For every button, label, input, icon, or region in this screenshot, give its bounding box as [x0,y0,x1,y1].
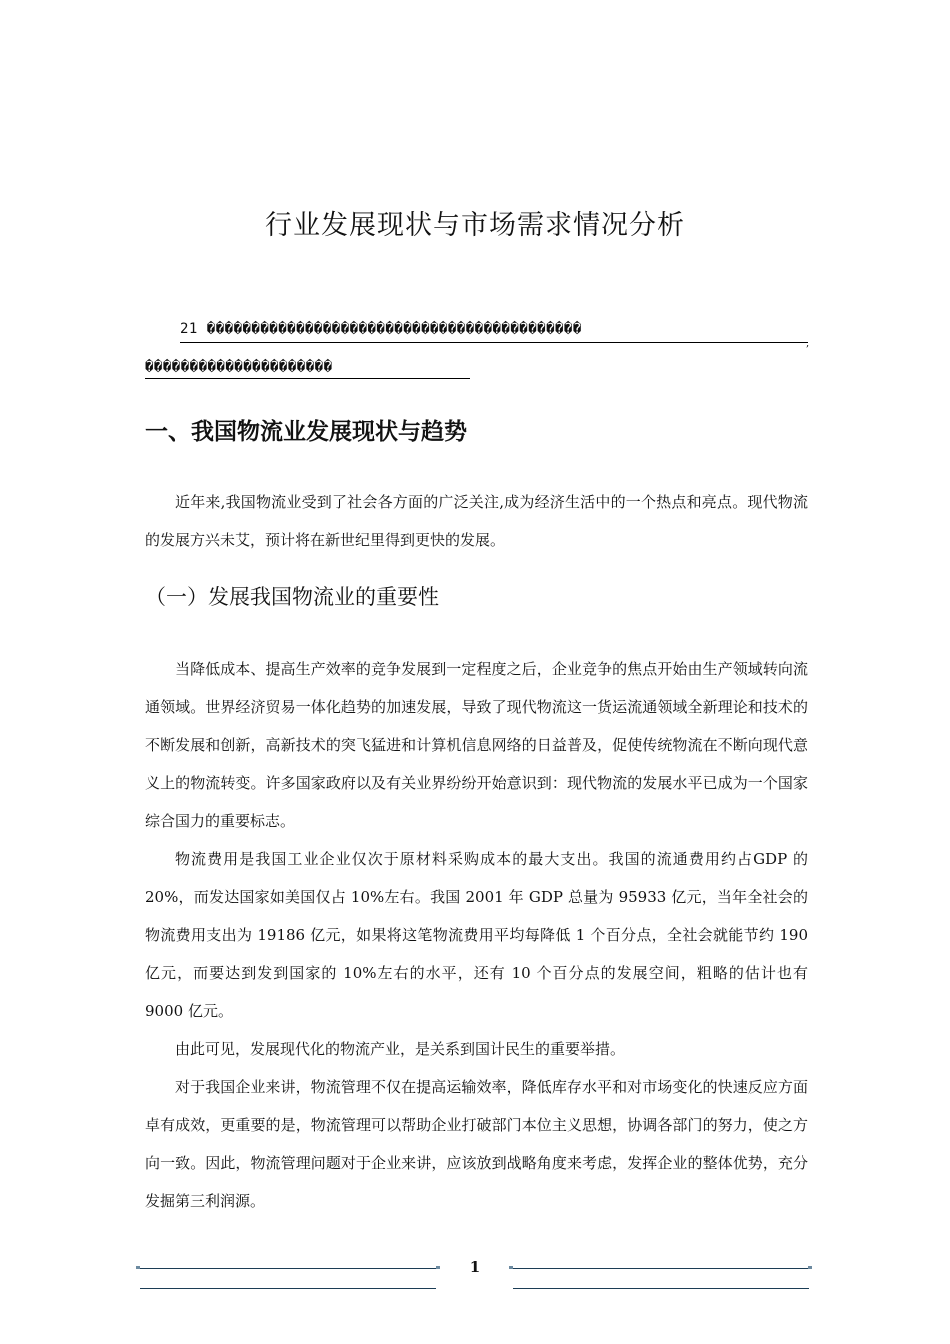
garbled-line-end-mark: , [806,338,810,349]
footer-rule-right-bottom [513,1288,809,1289]
underline-rule-2 [145,378,470,379]
footer-rule-left-bottom [140,1288,436,1289]
paragraph-intro: 近年来,我国物流业受到了社会各方面的广泛关注,成为经济生活中的一个热点和亮点。现代物流的发展方兴未艾，预计将在新世纪里得到更快的发展。 [145,493,808,549]
paragraph-logistics-cost: 物流费用是我国工业企业仅次于原材料采购成本的最大支出。我国的流通费用约占GDP 的 20%，而发达国家如美国仅占 10%左右。我国 2001 年 GDP 总量为 95933 亿元，当年全社会的物流费用支出为 19186 亿元，如果将这笔物流费用平均每降低 1 个百分点，全社会就能节约 190 亿元，而要达到发到国家的 10%左右的水平，还有 10 个百分点的发展空间，粗略的估计也有 9000 亿元。 [145,850,808,1020]
subsection-heading: （一）发展我国物流业的重要性 [145,585,439,609]
garbled-text-line-2: ��������������������� [145,359,333,375]
underline-rule-1 [180,342,808,343]
paragraph-competition: 当降低成本、提高生产效率的竞争发展到一定程度之后，企业竞争的焦点开始由生产领域转向流通领域。世界经济贸易一体化趋势的加速发展，导致了现代物流这一货运流通领域全新理论和技术的不断发展和创新，高新技术的突飞猛进和计算机信息网络的日益普及，促使传统物流在不断向现代意义上的物流转变。许多国家政府以及有关业界纷纷开始意识到：现代物流的发展水平已成为一个国家综合国力的重要标志。 [145,660,808,830]
page-number: 1 [469,1258,481,1276]
paragraph-conclusion: 由此可见，发展现代化的物流产业，是关系到国计民生的重要举措。 [175,1040,626,1058]
paragraph-enterprise: 对于我国企业来讲，物流管理不仅在提高运输效率，降低库存水平和对市场变化的快速反应方面卓有成效，更重要的是，物流管理可以帮助企业打破部门本位主义思想，协调各部门的努力，使之方向一致。因此，物流管理问题对于企业来讲，应该放到战略角度来考虑，发挥企业的整体优势，充分发掘第三利润源。 [145,1078,808,1210]
garbled-text-line-1: 21 ������������������������������������������ [180,321,582,337]
document-title: 行业发展现状与市场需求情况分析 [265,210,685,241]
section-heading: 一、我国物流业发展现状与趋势 [145,419,467,445]
